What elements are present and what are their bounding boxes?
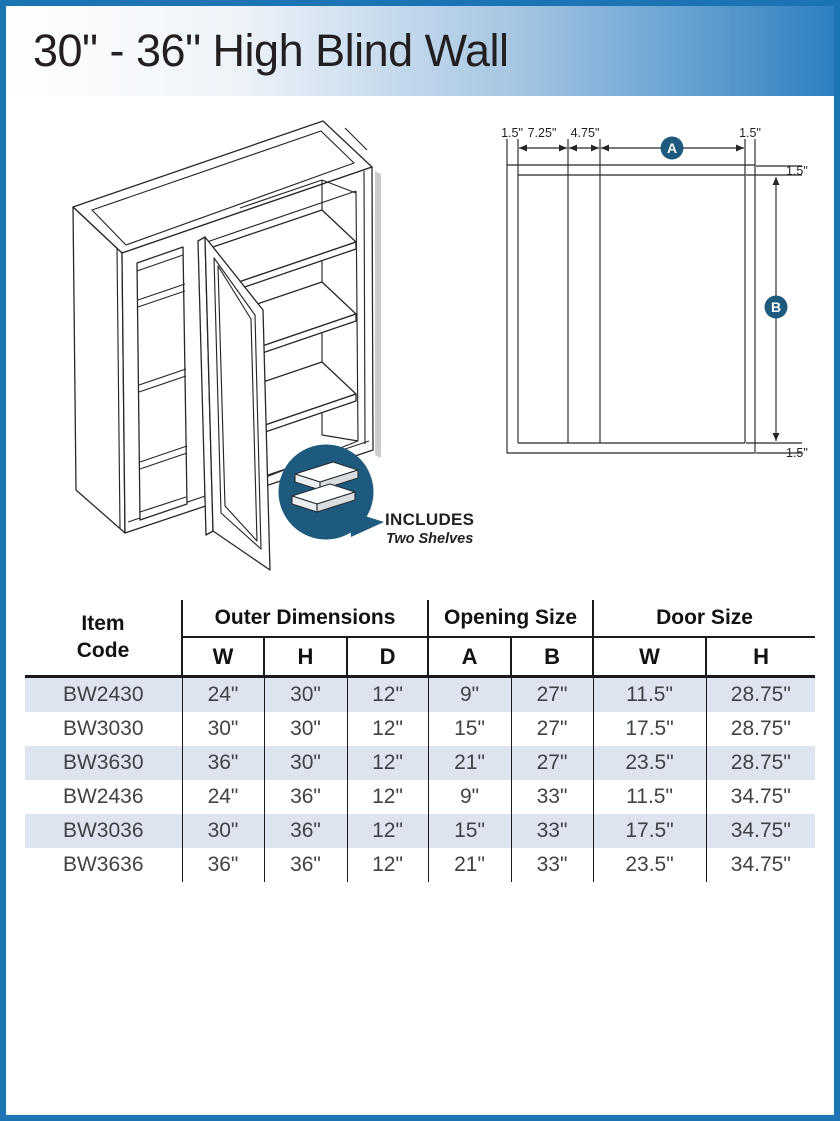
cell-depth: 12" xyxy=(347,712,428,746)
table-group-header-row xyxy=(25,600,815,637)
cell-height: 36" xyxy=(264,848,347,882)
cabinet-shadow xyxy=(375,171,381,458)
cell-item-code: BW3036 xyxy=(62,819,144,842)
header-col-d: D xyxy=(347,637,428,677)
cell-door-w: 17.5" xyxy=(593,712,706,746)
cell-opening-a: 21" xyxy=(428,848,511,882)
header-col-a: A xyxy=(428,637,511,677)
cell-door-h: 34.75" xyxy=(706,780,815,814)
marker-b: B xyxy=(770,299,782,315)
cell-item-code: BW2436 xyxy=(62,785,144,808)
cell-height: 36" xyxy=(264,814,347,848)
front-view-outline xyxy=(507,139,755,453)
cell-opening-a: 15" xyxy=(428,814,511,848)
cell-door-w: 11.5" xyxy=(593,780,706,814)
cell-opening-b: 27" xyxy=(511,712,593,746)
cabinet-illustration xyxy=(30,100,480,600)
spec-table xyxy=(25,600,815,882)
table-row xyxy=(25,780,815,814)
cell-width: 30" xyxy=(182,712,264,746)
cell-depth: 12" xyxy=(347,677,428,713)
cell-item-code: BW3030 xyxy=(62,717,144,740)
header-col-h: H xyxy=(264,637,347,677)
cell-item-code: BW3630 xyxy=(62,751,144,774)
dim-right-top: 1.5" xyxy=(786,164,808,178)
cell-door-h: 34.75" xyxy=(706,848,815,882)
table-row xyxy=(25,677,815,713)
cell-width: 24" xyxy=(182,780,264,814)
cell-opening-b: 33" xyxy=(511,814,593,848)
dim-top-right: 1.5" xyxy=(739,126,761,140)
cell-door-h: 28.75" xyxy=(706,677,815,713)
header-group-opening-size: Opening Size xyxy=(428,600,593,637)
table-row xyxy=(25,712,815,746)
page-title: 30" - 36" High Blind Wall xyxy=(33,25,509,76)
cell-height: 30" xyxy=(264,746,347,780)
cell-width: 30" xyxy=(182,814,264,848)
table-row xyxy=(25,746,815,780)
marker-a: A xyxy=(666,140,678,156)
dim-top-left: 1.5" xyxy=(501,126,523,140)
cell-opening-b: 27" xyxy=(511,677,593,713)
cell-item-code: BW3636 xyxy=(62,853,144,876)
cell-door-w: 23.5" xyxy=(593,746,706,780)
header-col-w: W xyxy=(182,637,264,677)
header-col-door-h: H xyxy=(706,637,815,677)
cell-height: 30" xyxy=(264,712,347,746)
cell-depth: 12" xyxy=(347,780,428,814)
cell-item-code: BW2430 xyxy=(62,683,144,706)
cell-door-h: 34.75" xyxy=(706,814,815,848)
cell-height: 36" xyxy=(264,780,347,814)
includes-badge xyxy=(279,445,475,548)
cell-door-w: 11.5" xyxy=(593,677,706,713)
dim-blind-width: 7.25" xyxy=(527,126,557,140)
header-item-code-line1: Item xyxy=(81,612,125,636)
cell-opening-b: 27" xyxy=(511,746,593,780)
cell-depth: 12" xyxy=(347,848,428,882)
cell-depth: 12" xyxy=(347,814,428,848)
cell-door-h: 28.75" xyxy=(706,746,815,780)
badge-label: INCLUDES xyxy=(385,510,475,529)
header-item-code xyxy=(25,600,182,677)
cell-opening-b: 33" xyxy=(511,780,593,814)
cell-opening-a: 9" xyxy=(428,677,511,713)
cell-opening-b: 33" xyxy=(511,848,593,882)
table-row xyxy=(25,814,815,848)
cell-opening-a: 9" xyxy=(428,780,511,814)
title-bar xyxy=(6,6,834,96)
cell-opening-a: 15" xyxy=(428,712,511,746)
header-col-door-w: W xyxy=(593,637,706,677)
dim-stile-width: 4.75" xyxy=(570,126,600,140)
table-row xyxy=(25,848,815,882)
header-group-door-size: Door Size xyxy=(593,600,815,637)
header-group-outer-dimensions: Outer Dimensions xyxy=(182,600,428,637)
cell-depth: 12" xyxy=(347,746,428,780)
cell-height: 30" xyxy=(264,677,347,713)
cell-width: 24" xyxy=(182,677,264,713)
cell-opening-a: 21" xyxy=(428,746,511,780)
cell-width: 36" xyxy=(182,746,264,780)
cell-door-h: 28.75" xyxy=(706,712,815,746)
cell-width: 36" xyxy=(182,848,264,882)
dim-right-bottom: 1.5" xyxy=(786,446,808,460)
header-item-code-line2: Code xyxy=(76,638,130,662)
dimension-diagram xyxy=(480,110,825,470)
cell-door-w: 23.5" xyxy=(593,848,706,882)
badge-sublabel: Two Shelves xyxy=(386,531,474,547)
header-col-b: B xyxy=(511,637,593,677)
width-dimension-lines xyxy=(519,145,744,152)
cell-door-w: 17.5" xyxy=(593,814,706,848)
